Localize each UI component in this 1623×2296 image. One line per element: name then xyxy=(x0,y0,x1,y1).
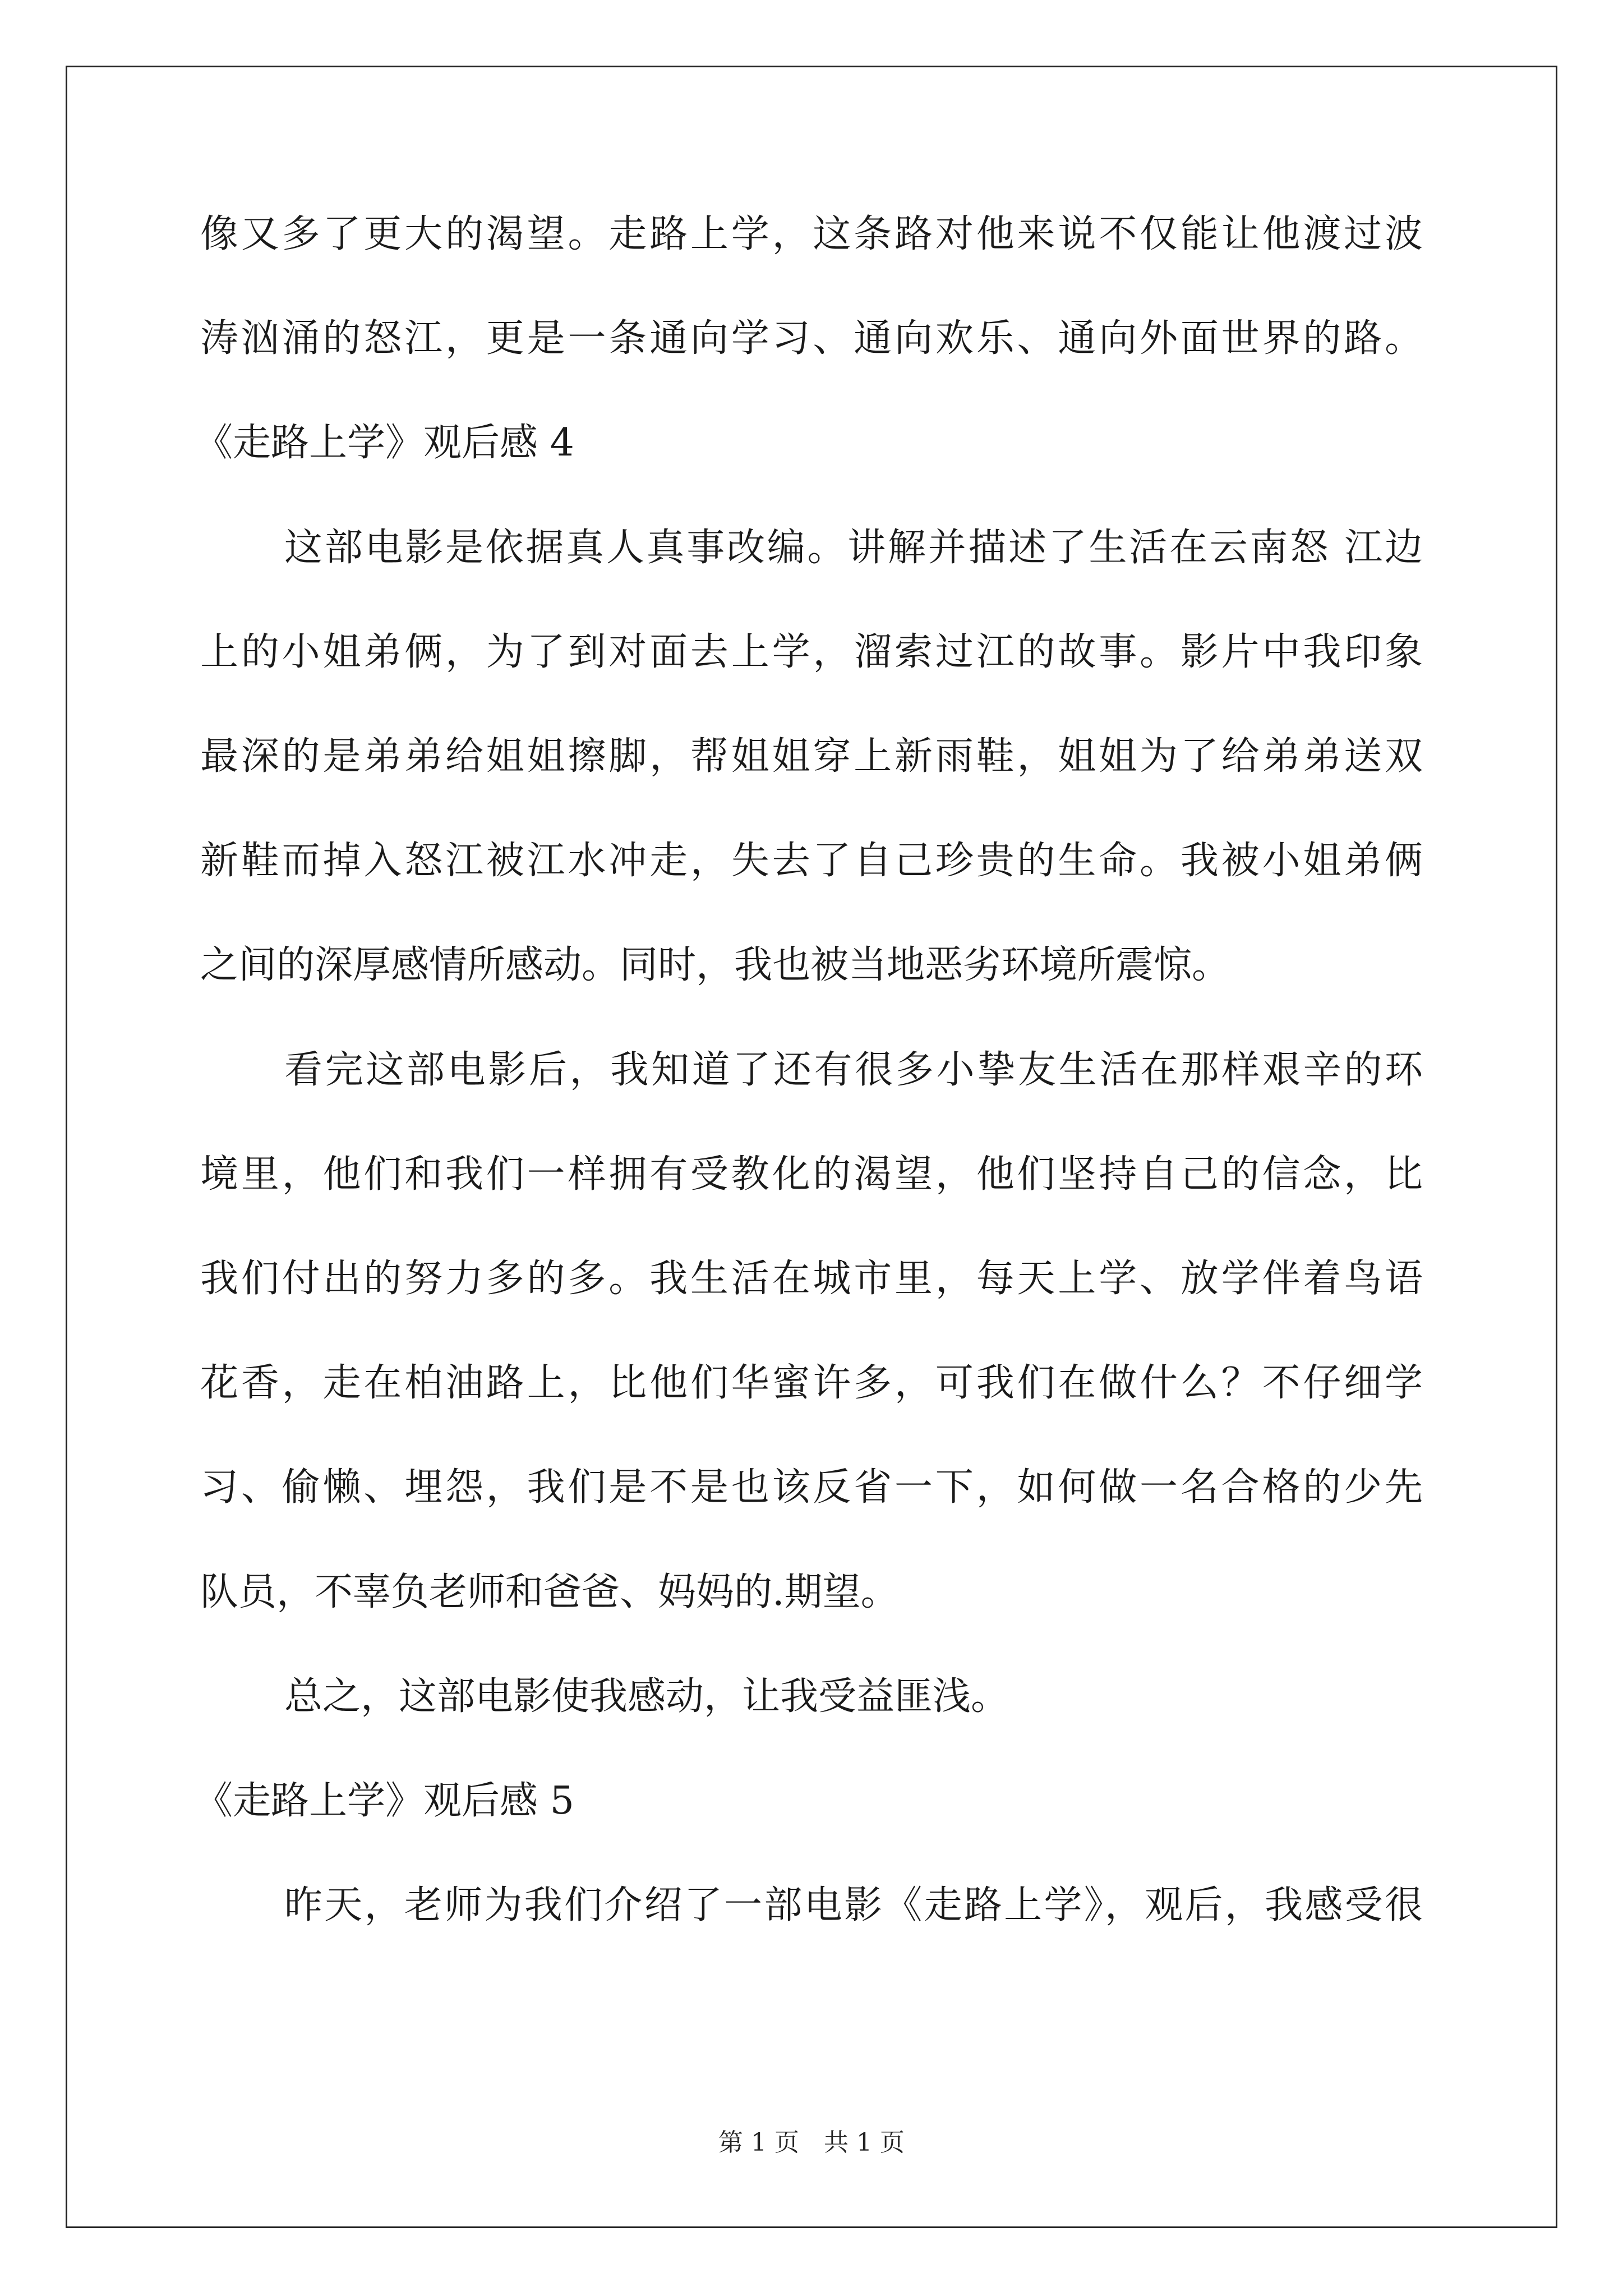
paragraph-line: 花香，走在柏油路上，比他们华蜜许多，可我们在做什么？不仔细学 xyxy=(200,1361,1423,1405)
paragraph-line: 之间的深厚感情所感动。同时，我也被当地恶劣环境所震惊。 xyxy=(200,943,1230,987)
paragraph-line: 上的小姐弟俩，为了到对面去上学，溜索过江的故事。影片中我印象 xyxy=(200,630,1423,674)
paragraph-line: 最深的是弟弟给姐姐擦脚，帮姐姐穿上新雨鞋，姐姐为了给弟弟送双 xyxy=(200,734,1423,779)
paragraph-line: 新鞋而掉入怒江被江水冲走，失去了自己珍贵的生命。我被小姐弟俩 xyxy=(200,839,1423,883)
section-heading: 《走路上学》观后感 5 xyxy=(195,1779,574,1823)
paragraph-line: 涛汹涌的怒江，更是一条通向学习、通向欢乐、通向外面世界的路。 xyxy=(200,316,1423,361)
paragraph-line: 队员，不辜负老师和爸爸、妈妈的.期望。 xyxy=(200,1570,899,1614)
paragraph-line: 习、偷懒、埋怨，我们是不是也该反省一下，如何做一名合格的少先 xyxy=(200,1465,1423,1510)
paragraph-line: 境里，他们和我们一样拥有受教化的渴望，他们坚持自己的信念，比 xyxy=(200,1152,1423,1197)
paragraph-line: 这部电影是依据真人真事改编。讲解并描述了生活在云南怒 江边 xyxy=(284,526,1423,570)
paragraph-line: 看完这部电影后，我知道了还有很多小挚友生活在那样艰辛的环 xyxy=(284,1048,1423,1092)
page-number-footer: 第 1 页 共 1 页 xyxy=(718,2128,905,2157)
paragraph-line: 我们付出的努力多的多。我生活在城市里，每天上学、放学伴着鸟语 xyxy=(200,1257,1423,1301)
paragraph-line: 总之，这部电影使我感动，让我受益匪浅。 xyxy=(284,1674,1009,1719)
paragraph-line: 像又多了更大的渴望。走路上学，这条路对他来说不仅能让他渡过波 xyxy=(200,212,1423,256)
paragraph-line: 昨天，老师为我们介绍了一部电影《走路上学》，观后，我感受很 xyxy=(284,1883,1423,1927)
section-heading: 《走路上学》观后感 4 xyxy=(195,421,574,465)
